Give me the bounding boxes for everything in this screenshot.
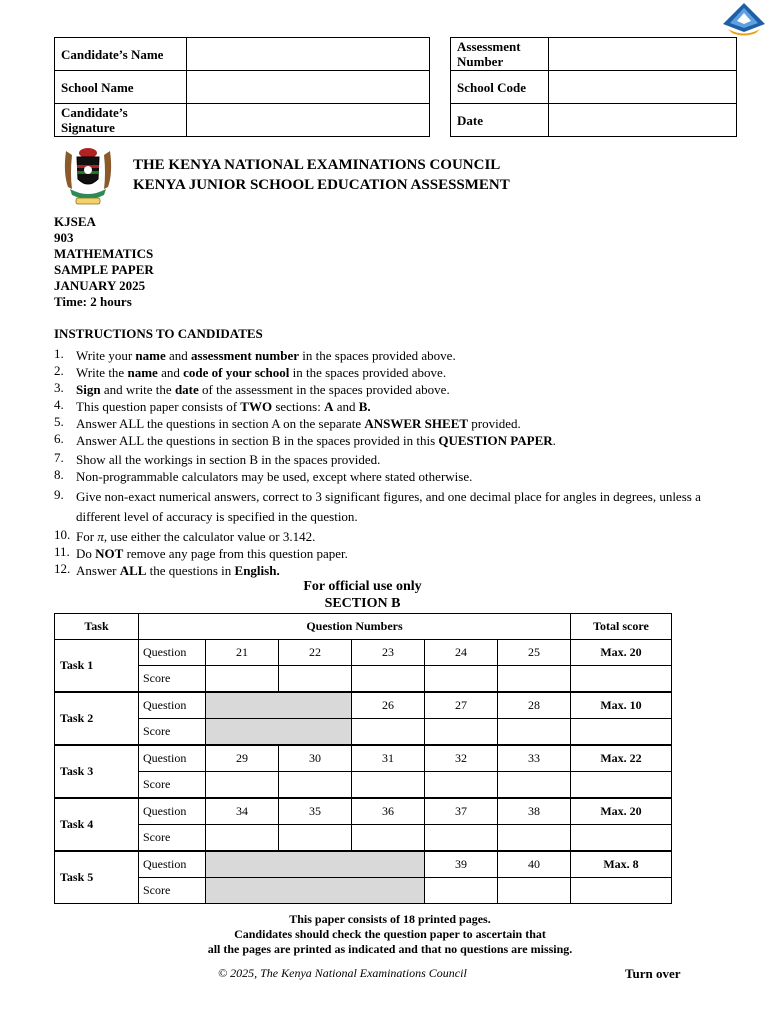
question-number-cell: 21 bbox=[206, 640, 279, 666]
school-code-field[interactable] bbox=[549, 71, 737, 104]
pages-note: This paper consists of 18 printed pages. bbox=[289, 912, 491, 926]
turn-over: Turn over bbox=[625, 966, 681, 981]
score-cell[interactable] bbox=[279, 772, 352, 799]
instruction-text: Give non-exact numerical answers, correct to 3 significant figures, and one decimal place for angles in degrees, unless a different level of accuracy is specified in the question. bbox=[76, 489, 701, 524]
score-cell[interactable] bbox=[498, 666, 571, 693]
total-score-cell[interactable] bbox=[571, 772, 672, 799]
school-name-label: School Name bbox=[55, 71, 187, 104]
shaded-cell bbox=[206, 692, 352, 719]
candidate-info-right bbox=[450, 37, 737, 137]
school-code-label: School Code bbox=[451, 71, 549, 104]
score-cell[interactable] bbox=[498, 772, 571, 799]
task-header: Task bbox=[55, 614, 139, 640]
assessment-number-field[interactable] bbox=[549, 38, 737, 71]
paper-date: JANUARY 2025 bbox=[54, 278, 146, 293]
score-cell[interactable] bbox=[352, 825, 425, 852]
score-row-label: Score bbox=[139, 772, 206, 799]
paper-number: 903 bbox=[54, 230, 74, 245]
council-name: THE KENYA NATIONAL EXAMINATIONS COUNCIL bbox=[133, 157, 501, 173]
score-cell[interactable] bbox=[498, 878, 571, 904]
instruction-number: 6. bbox=[54, 431, 64, 446]
task-label: Task 1 bbox=[55, 640, 139, 693]
instruction-number: 2. bbox=[54, 363, 64, 378]
question-number-cell: 34 bbox=[206, 798, 279, 825]
instruction-text: Write the name and code of your school in the spaces provided above. bbox=[76, 365, 447, 380]
instruction-text: Show all the workings in section B in the spaces provided. bbox=[76, 452, 381, 467]
question-number-cell: 36 bbox=[352, 798, 425, 825]
date-field[interactable] bbox=[549, 104, 737, 137]
question-numbers-header: Question Numbers bbox=[139, 614, 571, 640]
max-score-label: Max. 20 bbox=[571, 640, 672, 666]
score-cell[interactable] bbox=[206, 666, 279, 693]
instruction-text: Answer ALL the questions in section A on the separate ANSWER SHEET provided. bbox=[76, 416, 521, 431]
score-cell[interactable] bbox=[498, 825, 571, 852]
assessment-name: KENYA JUNIOR SCHOOL EDUCATION ASSESSMENT bbox=[133, 177, 510, 193]
check-note: Candidates should check the question paper to ascertain that bbox=[234, 927, 546, 941]
score-table bbox=[54, 613, 672, 904]
question-number-cell: 23 bbox=[352, 640, 425, 666]
instruction-text: This question paper consists of TWO sections: A and B. bbox=[76, 399, 371, 414]
question-number-cell: 26 bbox=[352, 692, 425, 719]
candidate-name-field[interactable] bbox=[187, 38, 430, 71]
score-cell[interactable] bbox=[425, 878, 498, 904]
instruction-number: 1. bbox=[54, 346, 64, 361]
question-number-cell: 31 bbox=[352, 745, 425, 772]
paper-time: Time: 2 hours bbox=[54, 294, 132, 309]
official-use-label: For official use only bbox=[303, 579, 422, 594]
question-number-cell: 22 bbox=[279, 640, 352, 666]
max-score-label: Max. 20 bbox=[571, 798, 672, 825]
question-number-cell: 24 bbox=[425, 640, 498, 666]
score-cell[interactable] bbox=[425, 825, 498, 852]
score-cell[interactable] bbox=[279, 825, 352, 852]
instruction-number: 7. bbox=[54, 450, 64, 465]
score-cell[interactable] bbox=[498, 719, 571, 746]
section-title: SECTION B bbox=[324, 596, 401, 611]
instruction-number: 4. bbox=[54, 397, 64, 412]
question-number-cell: 35 bbox=[279, 798, 352, 825]
score-cell[interactable] bbox=[352, 719, 425, 746]
assessment-number-label: Assessment Number bbox=[451, 38, 549, 71]
question-number-cell: 37 bbox=[425, 798, 498, 825]
candidate-signature-label: Candidate’s Signature bbox=[55, 104, 187, 137]
score-cell[interactable] bbox=[206, 825, 279, 852]
shaded-cell bbox=[206, 719, 352, 746]
candidate-name-label: Candidate’s Name bbox=[55, 38, 187, 71]
score-row-label: Score bbox=[139, 719, 206, 746]
instruction-text: For π, use either the calculator value or 3.142. bbox=[76, 529, 316, 544]
question-row-label: Question bbox=[139, 640, 206, 666]
total-score-cell[interactable] bbox=[571, 666, 672, 693]
score-row-label: Score bbox=[139, 825, 206, 852]
question-number-cell: 29 bbox=[206, 745, 279, 772]
instruction-text: Sign and write the date of the assessment in the spaces provided above. bbox=[76, 382, 450, 397]
total-score-cell[interactable] bbox=[571, 878, 672, 904]
max-score-label: Max. 22 bbox=[571, 745, 672, 772]
instruction-number: 9. bbox=[54, 487, 64, 502]
question-row-label: Question bbox=[139, 692, 206, 719]
paper-code: KJSEA bbox=[54, 214, 96, 229]
knec-logo-icon bbox=[722, 2, 766, 38]
score-row-label: Score bbox=[139, 878, 206, 904]
question-number-cell: 40 bbox=[498, 851, 571, 878]
instruction-number: 10. bbox=[54, 527, 71, 542]
candidate-signature-field[interactable] bbox=[187, 104, 430, 137]
score-cell[interactable] bbox=[352, 666, 425, 693]
question-number-cell: 27 bbox=[425, 692, 498, 719]
instruction-number: 11. bbox=[54, 544, 70, 559]
score-cell[interactable] bbox=[425, 719, 498, 746]
question-number-cell: 38 bbox=[498, 798, 571, 825]
total-score-header: Total score bbox=[571, 614, 672, 640]
question-row-label: Question bbox=[139, 798, 206, 825]
question-number-cell: 32 bbox=[425, 745, 498, 772]
instruction-text: Write your name and assessment number in the spaces provided above. bbox=[76, 348, 456, 363]
question-number-cell: 25 bbox=[498, 640, 571, 666]
instruction-text: Non-programmable calculators may be used, except where stated otherwise. bbox=[76, 469, 473, 484]
task-label: Task 4 bbox=[55, 798, 139, 851]
school-name-field[interactable] bbox=[187, 71, 430, 104]
score-cell[interactable] bbox=[425, 772, 498, 799]
task-label: Task 3 bbox=[55, 745, 139, 798]
score-cell[interactable] bbox=[206, 772, 279, 799]
max-score-label: Max. 8 bbox=[571, 851, 672, 878]
date-label: Date bbox=[451, 104, 549, 137]
kenya-coat-of-arms-icon bbox=[60, 143, 116, 207]
shaded-cell bbox=[206, 851, 425, 878]
score-cell[interactable] bbox=[352, 772, 425, 799]
total-score-cell[interactable] bbox=[571, 825, 672, 852]
shaded-cell bbox=[206, 878, 425, 904]
score-cell[interactable] bbox=[425, 666, 498, 693]
paper-subject: MATHEMATICS bbox=[54, 246, 154, 261]
instruction-number: 12. bbox=[54, 561, 71, 576]
question-row-label: Question bbox=[139, 745, 206, 772]
total-score-cell[interactable] bbox=[571, 719, 672, 746]
instruction-text: Answer ALL the questions in English. bbox=[76, 563, 280, 578]
instruction-text: Answer ALL the questions in section B in the spaces provided in this QUESTION PAPER. bbox=[76, 433, 556, 448]
score-row-label: Score bbox=[139, 666, 206, 693]
missing-note: all the pages are printed as indicated and that no questions are missing. bbox=[207, 942, 573, 956]
task-label: Task 5 bbox=[55, 851, 139, 904]
instruction-number: 8. bbox=[54, 467, 64, 482]
question-number-cell: 28 bbox=[498, 692, 571, 719]
question-number-cell: 39 bbox=[425, 851, 498, 878]
paper-type: SAMPLE PAPER bbox=[54, 262, 154, 277]
task-label: Task 2 bbox=[55, 692, 139, 745]
copyright: © 2025, The Kenya National Examinations Council bbox=[218, 966, 467, 980]
instruction-text: Do NOT remove any page from this question paper. bbox=[76, 546, 348, 561]
score-cell[interactable] bbox=[279, 666, 352, 693]
candidate-info-left bbox=[54, 37, 430, 137]
question-number-cell: 33 bbox=[498, 745, 571, 772]
question-number-cell: 30 bbox=[279, 745, 352, 772]
instruction-number: 3. bbox=[54, 380, 64, 395]
max-score-label: Max. 10 bbox=[571, 692, 672, 719]
instruction-number: 5. bbox=[54, 414, 64, 429]
instructions-title: INSTRUCTIONS TO CANDIDATES bbox=[54, 326, 263, 341]
question-row-label: Question bbox=[139, 851, 206, 878]
